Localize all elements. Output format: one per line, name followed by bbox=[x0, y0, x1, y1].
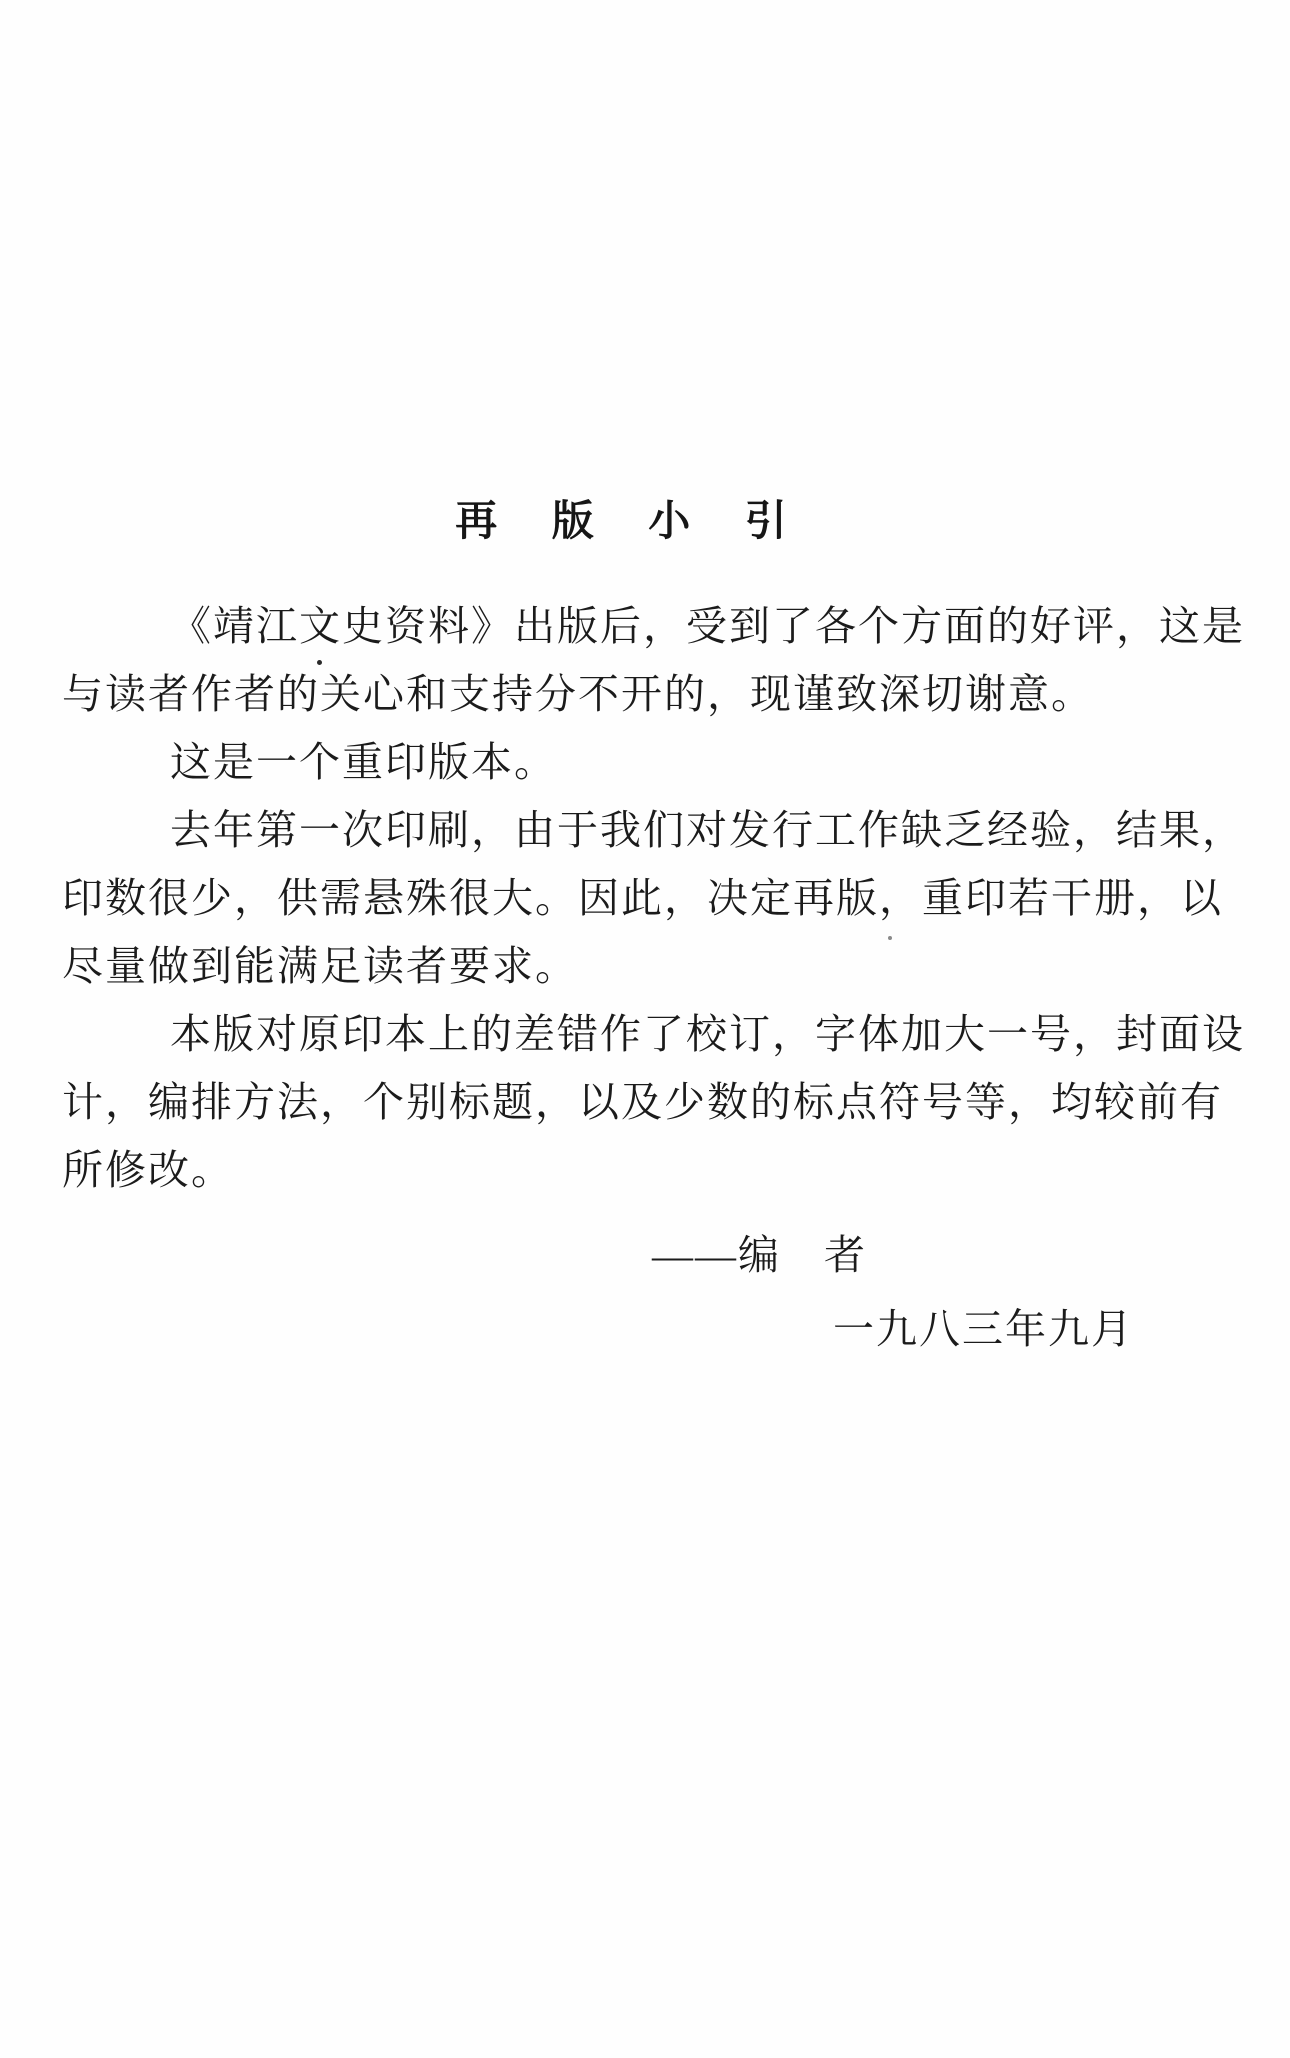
body-line: 与读者作者的关心和支持分不开的，现谨致深切谢意。 bbox=[62, 671, 1094, 717]
body-line: 《靖江文史资料》出版后，受到了各个方面的好评，这是 bbox=[170, 603, 1245, 649]
body-line: 所修改。 bbox=[62, 1147, 234, 1193]
body-line: 计，编排方法，个别标题，以及少数的标点符号等，均较前有 bbox=[62, 1079, 1223, 1125]
body-line: 本版对原印本上的差错作了校订，字体加大一号，封面设 bbox=[170, 1011, 1245, 1057]
page-title: 再 版 小 引 bbox=[455, 499, 809, 545]
editor-signature: ——编 者 bbox=[652, 1232, 867, 1278]
body-line: 去年第一次印刷，由于我们对发行工作缺乏经验，结果， bbox=[170, 807, 1245, 853]
scan-artifact-dot bbox=[888, 936, 892, 940]
body-text-block bbox=[62, 592, 1245, 1204]
body-line: 这是一个重印版本。 bbox=[170, 739, 557, 785]
publication-date: 一九八三年九月 bbox=[833, 1306, 1134, 1352]
scan-artifact-dot bbox=[317, 660, 322, 665]
body-line: 尽量做到能满足读者要求。 bbox=[62, 943, 578, 989]
body-line: 印数很少，供需悬殊很大。因此，决定再版，重印若干册，以 bbox=[62, 875, 1223, 921]
